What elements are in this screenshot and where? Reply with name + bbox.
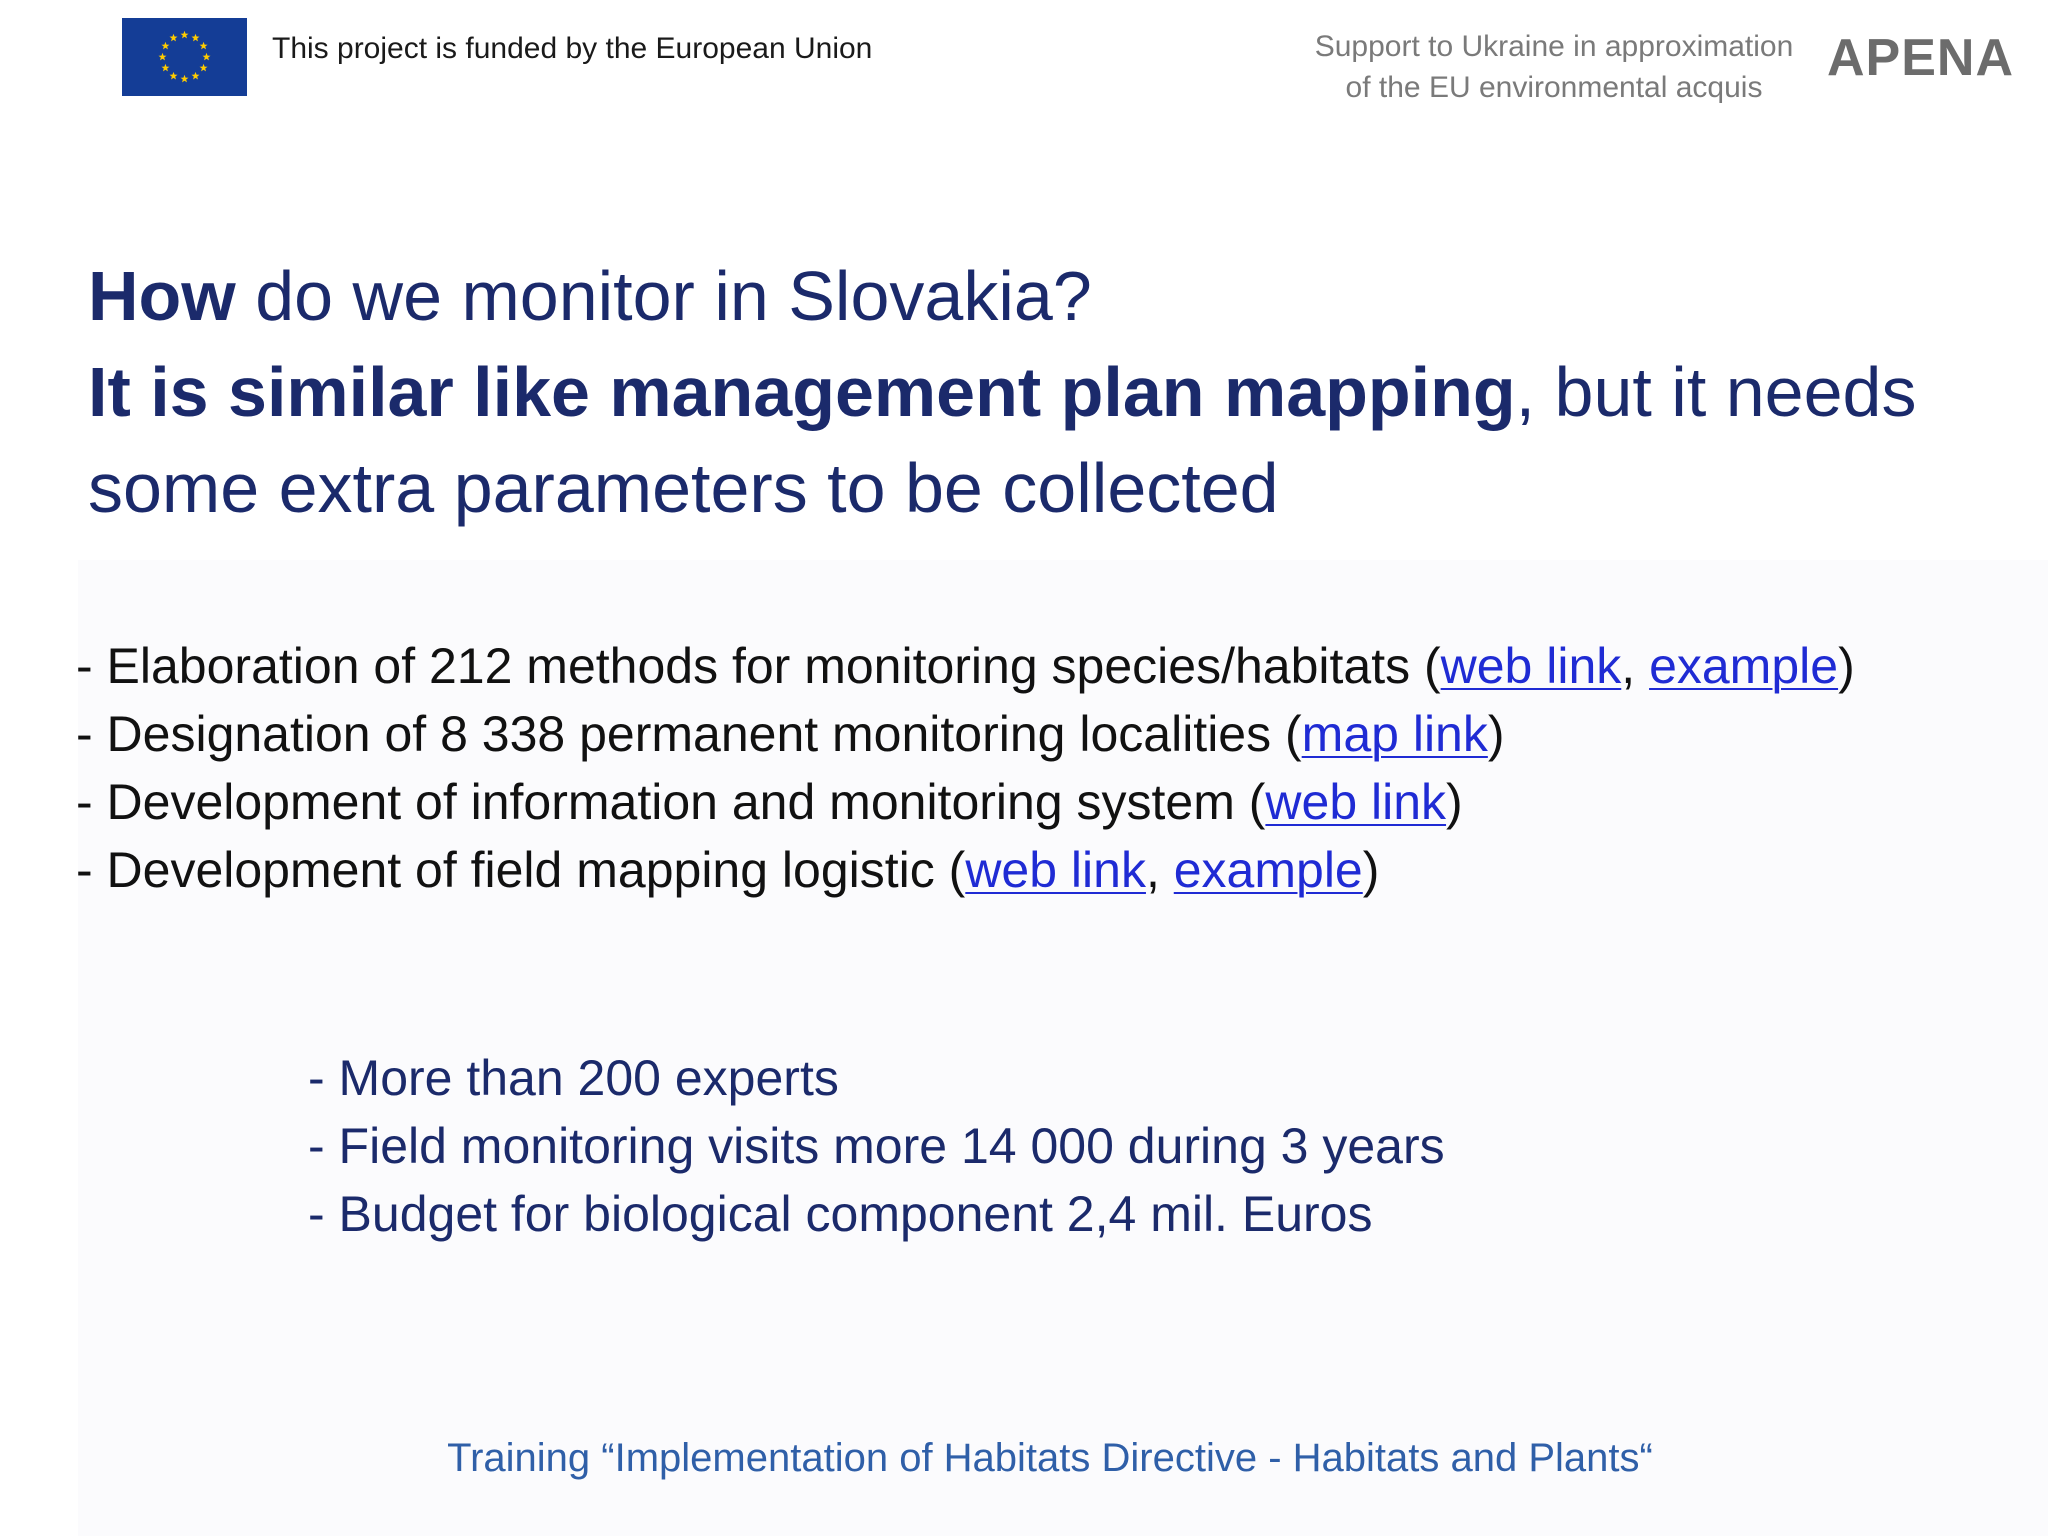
- slide-title: [88, 248, 2008, 536]
- eu-star-icon: [192, 34, 200, 42]
- example-link[interactable]: example: [1649, 638, 1839, 694]
- list-item: [76, 700, 2036, 768]
- title-line-3: some extra parameters to be collected: [88, 449, 1279, 527]
- eu-star-icon: [161, 64, 169, 72]
- eu-star-icon: [159, 53, 167, 61]
- bullet-text: - Development of field mapping logistic (: [76, 842, 966, 898]
- map-link[interactable]: map link: [1301, 706, 1488, 762]
- title-line-2-bold: It is similar like management plan mapping: [88, 353, 1516, 431]
- list-item: [76, 836, 2036, 904]
- web-link[interactable]: web link: [1265, 774, 1447, 830]
- activities-list: [76, 632, 2036, 904]
- bullet-suffix: ): [1362, 842, 1380, 898]
- eu-star-icon: [200, 42, 208, 50]
- web-link[interactable]: web link: [1440, 638, 1622, 694]
- bullet-text: - Designation of 8 338 permanent monitoring localities (: [76, 706, 1302, 762]
- eu-star-icon: [200, 64, 208, 72]
- bullet-text: - Development of information and monitoring system (: [76, 774, 1266, 830]
- eu-star-icon: [203, 53, 211, 61]
- list-item: [76, 768, 2036, 836]
- eu-star-icon: [170, 34, 178, 42]
- eu-star-icon: [181, 75, 189, 83]
- eu-star-icon: [192, 72, 200, 80]
- title-line-2-rest: , but it needs: [1515, 353, 1917, 431]
- bullet-text: - Elaboration of 212 methods for monitoring species/habitats (: [76, 638, 1441, 694]
- support-line-1: Support to Ukraine in approximation: [1314, 30, 1794, 63]
- support-line-2: of the EU environmental acquis: [1345, 71, 1763, 104]
- eu-star-icon: [181, 31, 189, 39]
- eu-star-icon: [170, 72, 178, 80]
- link-separator: ,: [1145, 842, 1174, 898]
- bullet-suffix: ): [1446, 774, 1463, 830]
- bullet-suffix: ): [1487, 706, 1505, 762]
- title-line-2: [88, 344, 2008, 440]
- title-line-1-rest: do we monitor in Slovakia?: [235, 257, 1092, 335]
- training-footer: Training “Implementation of Habitats Directive - Habitats and Plants“: [447, 1436, 1653, 1480]
- funded-by-eu-text: This project is funded by the European Union: [272, 32, 873, 65]
- project-description: [1274, 26, 1834, 108]
- title-line-1: [88, 248, 2008, 344]
- stat-experts: - More than 200 experts: [308, 1050, 839, 1106]
- list-item: [76, 632, 2036, 700]
- bullet-suffix: ): [1838, 638, 1855, 694]
- example-link[interactable]: example: [1173, 842, 1363, 898]
- eu-flag-icon: [122, 18, 247, 96]
- link-separator: ,: [1621, 638, 1650, 694]
- apena-logo: APENA: [1826, 29, 2014, 87]
- eu-star-icon: [161, 42, 169, 50]
- stat-field-visits: - Field monitoring visits more 14 000 during 3 years: [308, 1118, 1445, 1174]
- stat-budget: - Budget for biological component 2,4 mil. Euros: [308, 1186, 1373, 1242]
- web-link[interactable]: web link: [965, 842, 1146, 898]
- stats-list: [308, 1044, 1445, 1248]
- title-line-1-bold: How: [88, 257, 236, 335]
